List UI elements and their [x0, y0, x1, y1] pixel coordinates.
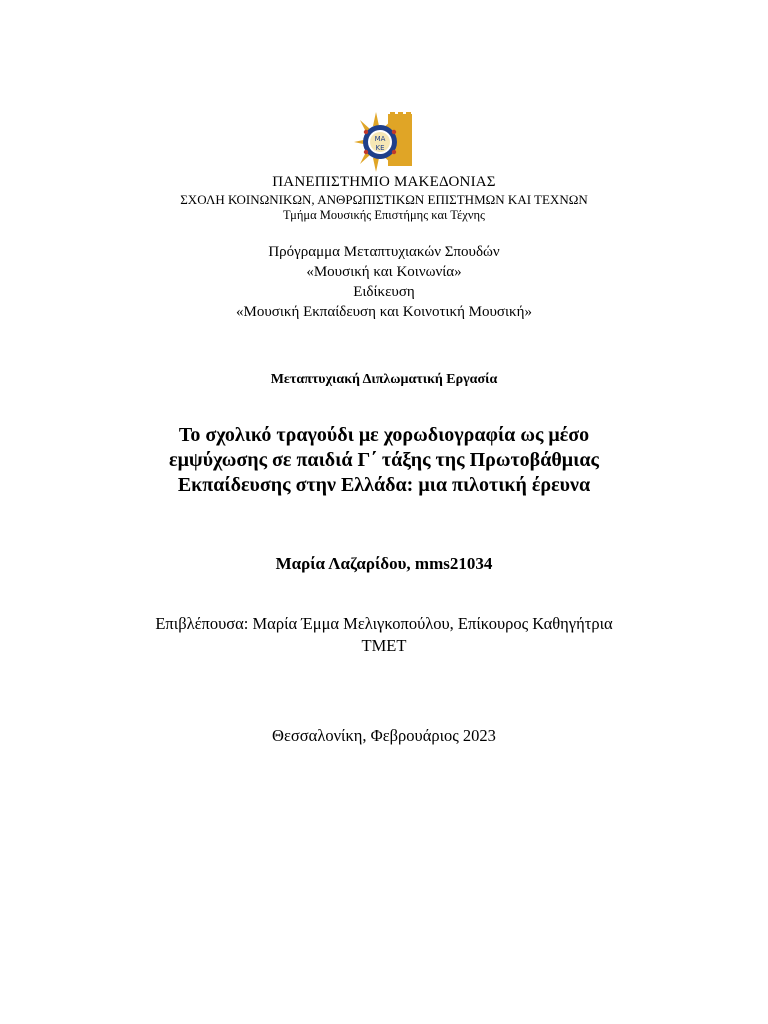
- university-name: ΠΑΝΕΠΙΣΤΗΜΙΟ ΜΑΚΕΔΟΝΙΑΣ: [272, 174, 496, 190]
- logo-letters-top: ΜΑ: [374, 135, 386, 143]
- thesis-title-line-3: Εκπαίδευσης στην Ελλάδα: μια πιλοτική έρευνα: [177, 474, 591, 496]
- thesis-title-line-1: Το σχολικό τραγούδι με χορωδιογραφία ως μέσο: [178, 424, 590, 446]
- department-name: Τμήμα Μουσικής Επιστήμης και Τέχνης: [283, 208, 485, 222]
- place-date: Θεσσαλονίκη, Φεβρουάριος 2023: [272, 726, 496, 745]
- logo-letters-bottom: ΚΕ: [375, 144, 385, 152]
- program-line-4: «Μουσική Εκπαίδευση και Κοινοτική Μουσική»: [236, 304, 532, 320]
- program-line-1: Πρόγραμμα Μεταπτυχιακών Σπουδών: [268, 244, 500, 260]
- author-name: Μαρία Λαζαρίδου, mms21034: [275, 554, 493, 573]
- school-name: ΣΧΟΛΗ ΚΟΙΝΩΝΙΚΩΝ, ΑΝΘΡΩΠΙΣΤΙΚΩΝ ΕΠΙΣΤΗΜΩΝ ΚΑΙ ΤΕΧΝΩΝ: [180, 192, 588, 207]
- supervisor-line-1: Επιβλέπουσα: Μαρία Έμμα Μελιγκοπούλου, Επίκουρος Καθηγήτρια: [155, 614, 613, 633]
- thesis-title-line-2: εμψύχωσης σε παιδιά Γ΄ τάξης της Πρωτοβάθμιας: [169, 449, 599, 471]
- program-line-3: Ειδίκευση: [353, 284, 415, 300]
- supervisor-line-2: ΤΜΕΤ: [361, 636, 407, 655]
- thesis-type: Μεταπτυχιακή Διπλωματική Εργασία: [270, 372, 498, 387]
- university-logo: [352, 110, 416, 174]
- program-line-2: «Μουσική και Κοινωνία»: [306, 264, 462, 280]
